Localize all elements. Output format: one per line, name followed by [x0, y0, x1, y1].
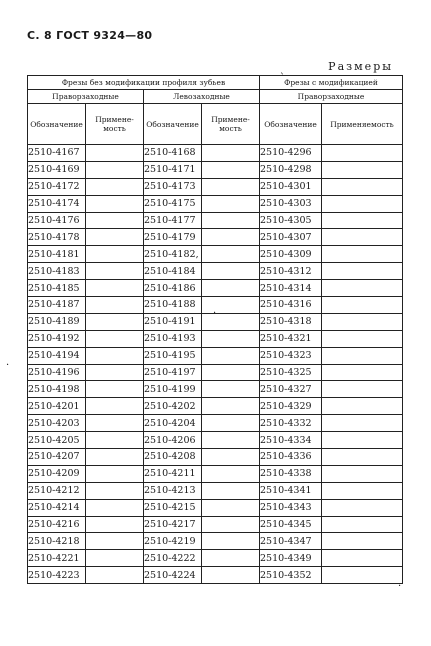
- applicability-cell: [322, 533, 403, 550]
- designation-cell: 2510-4168: [144, 145, 202, 162]
- applicability-cell: [202, 347, 260, 364]
- applicability-cell: [322, 297, 403, 314]
- col-header-applicability: Примене-мость: [86, 104, 144, 145]
- group-header-unmodified: Фрезы без модификации профиля зубьев: [28, 76, 260, 90]
- applicability-cell: [202, 195, 260, 212]
- table-row: [28, 398, 403, 415]
- applicability-cell: [202, 499, 260, 516]
- applicability-cell: [86, 381, 144, 398]
- table-row: [28, 482, 403, 499]
- designation-cell: 2510-4204: [144, 415, 202, 432]
- table-row: [28, 330, 403, 347]
- designation-cell: 2510-4197: [144, 364, 202, 381]
- applicability-cell: [202, 449, 260, 466]
- applicability-cell: [202, 330, 260, 347]
- designation-cell: 2510-4303: [260, 195, 322, 212]
- applicability-cell: [86, 398, 144, 415]
- designation-cell: 2510-4219: [144, 533, 202, 550]
- designation-cell: 2510-4191: [144, 313, 202, 330]
- applicability-cell: [202, 263, 260, 280]
- applicability-cell: [86, 347, 144, 364]
- applicability-cell: [86, 330, 144, 347]
- designation-cell: 2510-4186: [144, 280, 202, 297]
- applicability-cell: [202, 178, 260, 195]
- designation-cell: 2510-4352: [260, 567, 322, 584]
- designation-cell: 2510-4316: [260, 297, 322, 314]
- designation-cell: 2510-4201: [28, 398, 86, 415]
- designation-cell: 2510-4218: [28, 533, 86, 550]
- designation-cell: 2510-4216: [28, 516, 86, 533]
- page-header: С. 8 ГОСТ 9324—80: [27, 29, 153, 42]
- applicability-cell: [202, 313, 260, 330]
- table-row: [28, 195, 403, 212]
- applicability-cell: [86, 465, 144, 482]
- col-header-designation: Обозначение: [144, 104, 202, 145]
- applicability-cell: [86, 516, 144, 533]
- designation-cell: 2510-4196: [28, 364, 86, 381]
- applicability-cell: [322, 145, 403, 162]
- applicability-cell: [322, 280, 403, 297]
- designation-cell: 2510-4208: [144, 449, 202, 466]
- designation-cell: 2510-4172: [28, 178, 86, 195]
- designation-cell: 2510-4199: [144, 381, 202, 398]
- applicability-cell: [202, 297, 260, 314]
- designation-cell: 2510-4296: [260, 145, 322, 162]
- scan-speck: ·: [398, 581, 402, 592]
- table-row: [28, 567, 403, 584]
- designation-cell: 2510-4343: [260, 499, 322, 516]
- table-row: [28, 550, 403, 567]
- designation-cell: 2510-4194: [28, 347, 86, 364]
- applicability-cell: [86, 499, 144, 516]
- applicability-cell: [202, 246, 260, 263]
- scan-speck: ˋ: [280, 73, 285, 84]
- table-row: [28, 263, 403, 280]
- applicability-cell: [86, 297, 144, 314]
- applicability-cell: [322, 364, 403, 381]
- designation-cell: 2510-4209: [28, 465, 86, 482]
- applicability-cell: [322, 567, 403, 584]
- applicability-cell: [322, 195, 403, 212]
- designation-cell: 2510-4167: [28, 145, 86, 162]
- designation-cell: 2510-4185: [28, 280, 86, 297]
- applicability-cell: [202, 482, 260, 499]
- applicability-cell: [322, 161, 403, 178]
- table-row: [28, 516, 403, 533]
- designation-cell: 2510-4178: [28, 229, 86, 246]
- applicability-cell: [322, 415, 403, 432]
- applicability-cell: [202, 381, 260, 398]
- table-row: [28, 465, 403, 482]
- applicability-cell: [322, 482, 403, 499]
- designation-cell: 2510-4212: [28, 482, 86, 499]
- applicability-cell: [322, 432, 403, 449]
- table-row: [28, 178, 403, 195]
- designation-cell: 2510-4325: [260, 364, 322, 381]
- table-row: [28, 364, 403, 381]
- applicability-cell: [322, 381, 403, 398]
- designation-cell: 2510-4223: [28, 567, 86, 584]
- applicability-cell: [86, 246, 144, 263]
- col-header-designation: Обозначение: [260, 104, 322, 145]
- table-row: [28, 415, 403, 432]
- designation-cell: 2510-4192: [28, 330, 86, 347]
- applicability-cell: [86, 229, 144, 246]
- applicability-cell: [86, 449, 144, 466]
- designation-cell: 2510-4338: [260, 465, 322, 482]
- designation-cell: 2510-4334: [260, 432, 322, 449]
- designation-cell: 2510-4309: [260, 246, 322, 263]
- applicability-cell: [86, 364, 144, 381]
- applicability-cell: [86, 161, 144, 178]
- designation-cell: 2510-4215: [144, 499, 202, 516]
- applicability-cell: [202, 516, 260, 533]
- designation-cell: 2510-4198: [28, 381, 86, 398]
- designation-cell: 2510-4321: [260, 330, 322, 347]
- subheader-left-hand: Левозаходные: [144, 90, 260, 104]
- designation-cell: 2510-4214: [28, 499, 86, 516]
- applicability-cell: [322, 212, 403, 229]
- applicability-cell: [86, 263, 144, 280]
- designation-cell: 2510-4184: [144, 263, 202, 280]
- designation-cell: 2510-4318: [260, 313, 322, 330]
- designation-cell: 2510-4169: [28, 161, 86, 178]
- table-body: [28, 145, 403, 584]
- designation-cell: 2510-4222: [144, 550, 202, 567]
- designation-cell: 2510-4188: [144, 297, 202, 314]
- designation-cell: 2510-4177: [144, 212, 202, 229]
- designation-cell: 2510-4203: [28, 415, 86, 432]
- scan-speck: ·: [213, 308, 217, 319]
- table-row: [28, 212, 403, 229]
- applicability-cell: [86, 533, 144, 550]
- applicability-cell: [322, 229, 403, 246]
- designation-cell: 2510-4213: [144, 482, 202, 499]
- col-header-applicability: Применяемость: [322, 104, 403, 145]
- designation-cell: 2510-4179: [144, 229, 202, 246]
- applicability-cell: [202, 145, 260, 162]
- applicability-cell: [322, 178, 403, 195]
- applicability-cell: [322, 499, 403, 516]
- applicability-cell: [202, 398, 260, 415]
- col-header-designation: Обозначение: [28, 104, 86, 145]
- table-row: [28, 280, 403, 297]
- applicability-cell: [86, 415, 144, 432]
- table-row: [28, 229, 403, 246]
- applicability-cell: [322, 550, 403, 567]
- designation-cell: 2510-4332: [260, 415, 322, 432]
- designation-cell: 2510-4323: [260, 347, 322, 364]
- applicability-cell: [86, 550, 144, 567]
- table-row: [28, 381, 403, 398]
- table-row: [28, 161, 403, 178]
- applicability-cell: [322, 246, 403, 263]
- designation-cell: 2510-4301: [260, 178, 322, 195]
- applicability-cell: [202, 415, 260, 432]
- designation-cell: 2510-4207: [28, 449, 86, 466]
- table-row: [28, 499, 403, 516]
- designation-cell: 2510-4182,: [144, 246, 202, 263]
- applicability-cell: [86, 212, 144, 229]
- designation-cell: 2510-4345: [260, 516, 322, 533]
- designation-cell: 2510-4193: [144, 330, 202, 347]
- designation-table: [27, 75, 403, 584]
- applicability-cell: [86, 432, 144, 449]
- designation-cell: 2510-4175: [144, 195, 202, 212]
- applicability-cell: [202, 212, 260, 229]
- applicability-cell: [322, 449, 403, 466]
- designation-cell: 2510-4171: [144, 161, 202, 178]
- designation-cell: 2510-4176: [28, 212, 86, 229]
- applicability-cell: [202, 567, 260, 584]
- group-header-modified: Фрезы с модификацией: [260, 76, 403, 90]
- designation-cell: 2510-4205: [28, 432, 86, 449]
- applicability-cell: [86, 145, 144, 162]
- designation-cell: 2510-4174: [28, 195, 86, 212]
- designation-cell: 2510-4211: [144, 465, 202, 482]
- designation-cell: 2510-4181: [28, 246, 86, 263]
- applicability-cell: [86, 195, 144, 212]
- applicability-cell: [202, 229, 260, 246]
- applicability-cell: [86, 178, 144, 195]
- designation-cell: 2510-4189: [28, 313, 86, 330]
- designation-cell: 2510-4221: [28, 550, 86, 567]
- designation-cell: 2510-4217: [144, 516, 202, 533]
- table-row: [28, 145, 403, 162]
- designation-cell: 2510-4327: [260, 381, 322, 398]
- applicability-cell: [86, 482, 144, 499]
- designation-cell: 2510-4187: [28, 297, 86, 314]
- table-row: [28, 449, 403, 466]
- applicability-cell: [322, 516, 403, 533]
- designation-cell: 2510-4202: [144, 398, 202, 415]
- designation-cell: 2510-4314: [260, 280, 322, 297]
- designation-cell: 2510-4349: [260, 550, 322, 567]
- designation-cell: 2510-4298: [260, 161, 322, 178]
- designation-cell: 2510-4307: [260, 229, 322, 246]
- table-row: [28, 432, 403, 449]
- applicability-cell: [202, 364, 260, 381]
- subheader-right-hand-modified: Праворзаходные: [260, 90, 403, 104]
- sizes-label: Размеры: [328, 60, 393, 73]
- designation-cell: 2510-4195: [144, 347, 202, 364]
- table-row: [28, 533, 403, 550]
- table-row: [28, 347, 403, 364]
- applicability-cell: [202, 280, 260, 297]
- applicability-cell: [322, 263, 403, 280]
- applicability-cell: [86, 280, 144, 297]
- applicability-cell: [322, 465, 403, 482]
- applicability-cell: [86, 313, 144, 330]
- applicability-cell: [86, 567, 144, 584]
- applicability-cell: [202, 432, 260, 449]
- applicability-cell: [322, 347, 403, 364]
- designation-cell: 2510-4312: [260, 263, 322, 280]
- designation-cell: 2510-4183: [28, 263, 86, 280]
- designation-cell: 2510-4336: [260, 449, 322, 466]
- designation-cell: 2510-4341: [260, 482, 322, 499]
- applicability-cell: [322, 398, 403, 415]
- designation-cell: 2510-4173: [144, 178, 202, 195]
- applicability-cell: [322, 313, 403, 330]
- scan-speck: ·: [6, 360, 10, 371]
- designation-cell: 2510-4305: [260, 212, 322, 229]
- designation-cell: 2510-4206: [144, 432, 202, 449]
- table-row: [28, 246, 403, 263]
- applicability-cell: [202, 533, 260, 550]
- col-header-applicability: Примене-мость: [202, 104, 260, 145]
- subheader-right-hand: Праворзаходные: [28, 90, 144, 104]
- designation-cell: 2510-4347: [260, 533, 322, 550]
- applicability-cell: [322, 330, 403, 347]
- applicability-cell: [202, 550, 260, 567]
- designation-cell: 2510-4329: [260, 398, 322, 415]
- applicability-cell: [202, 465, 260, 482]
- applicability-cell: [202, 161, 260, 178]
- designation-cell: 2510-4224: [144, 567, 202, 584]
